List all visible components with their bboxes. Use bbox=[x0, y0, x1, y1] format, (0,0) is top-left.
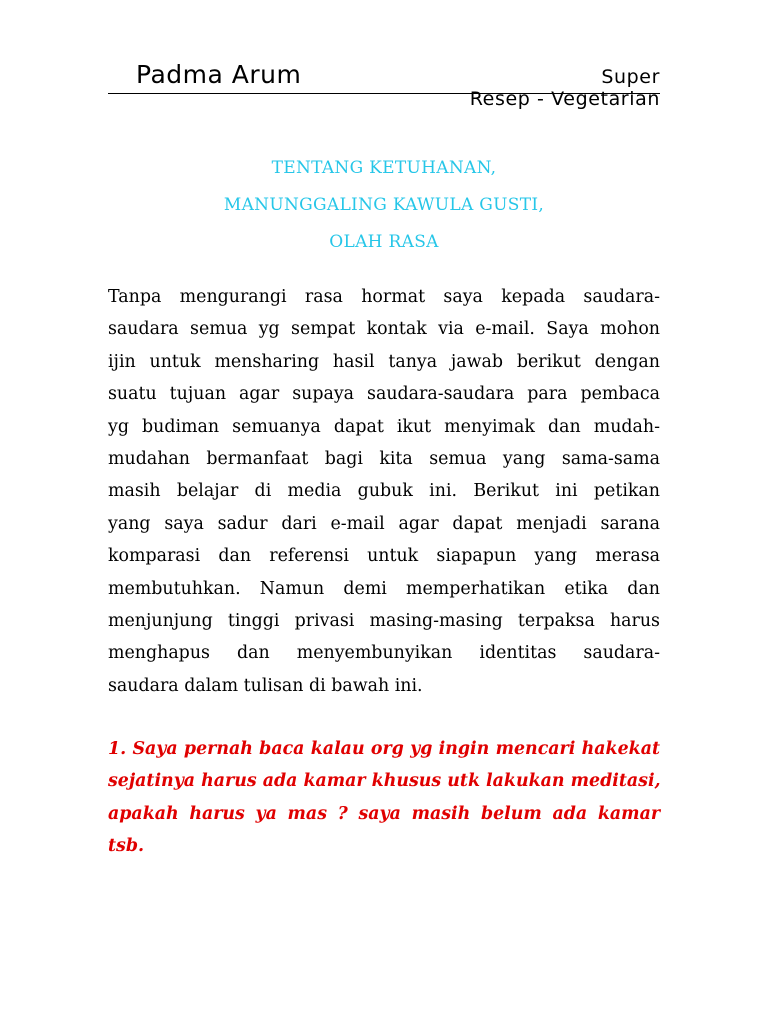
paragraph-line: Tanpa mengurangi rasa hormat saya kepada saudara- bbox=[108, 287, 660, 307]
intro-paragraph bbox=[108, 281, 660, 702]
question-1 bbox=[108, 733, 660, 863]
paragraph-line: menghapus dan menyembunyikan identitas saudara- bbox=[108, 643, 660, 664]
header-series bbox=[420, 66, 660, 110]
question-line: tsb. bbox=[108, 836, 145, 857]
question-line: apakah harus ya mas ? saya masih belum ada kamar bbox=[108, 803, 660, 824]
header-rule bbox=[108, 93, 660, 94]
page-header bbox=[108, 58, 660, 114]
header-series-line-1: Super bbox=[601, 66, 660, 88]
paragraph-line: membutuhkan. Namun demi memperhatikan etika dan bbox=[108, 578, 660, 599]
paragraph-line: yg budiman semuanya dapat ikut menyimak dan mudah- bbox=[108, 416, 660, 437]
paragraph-line: masih belajar di media gubuk ini. Berikut ini petikan bbox=[108, 481, 660, 502]
paragraph-line: ijin untuk mensharing hasil tanya jawab berikut dengan bbox=[108, 351, 660, 372]
paragraph-line: saudara semua yg sempat kontak via e-mail. Saya mohon bbox=[108, 319, 660, 340]
header-series-line-2: Resep - Vegetarian bbox=[469, 88, 660, 110]
paragraph-line: mudahan bermanfaat bagi kita semua yang sama-sama bbox=[108, 449, 660, 470]
title-line: OLAH RASA bbox=[329, 232, 439, 252]
question-line: 1. Saya pernah baca kalau org yg ingin mencari hakekat bbox=[108, 739, 660, 759]
question-line: sejatinya harus ada kamar khusus utk lakukan meditasi, bbox=[108, 771, 661, 792]
document-title bbox=[108, 150, 660, 261]
paragraph-line: saudara dalam tulisan di bawah ini. bbox=[108, 675, 423, 696]
paragraph-line: suatu tujuan agar supaya saudara-saudara para pembaca bbox=[108, 384, 660, 405]
paragraph-line: menjunjung tinggi privasi masing-masing terpaksa harus bbox=[108, 611, 660, 632]
paragraph-line: yang saya sadur dari e-mail agar dapat menjadi sarana bbox=[108, 513, 660, 534]
paragraph-line: komparasi dan referensi untuk siapapun yang merasa bbox=[108, 546, 660, 567]
title-line: TENTANG KETUHANAN, bbox=[271, 158, 497, 178]
title-line: MANUNGGALING KAWULA GUSTI, bbox=[223, 195, 545, 215]
header-author: Padma Arum bbox=[136, 60, 302, 89]
